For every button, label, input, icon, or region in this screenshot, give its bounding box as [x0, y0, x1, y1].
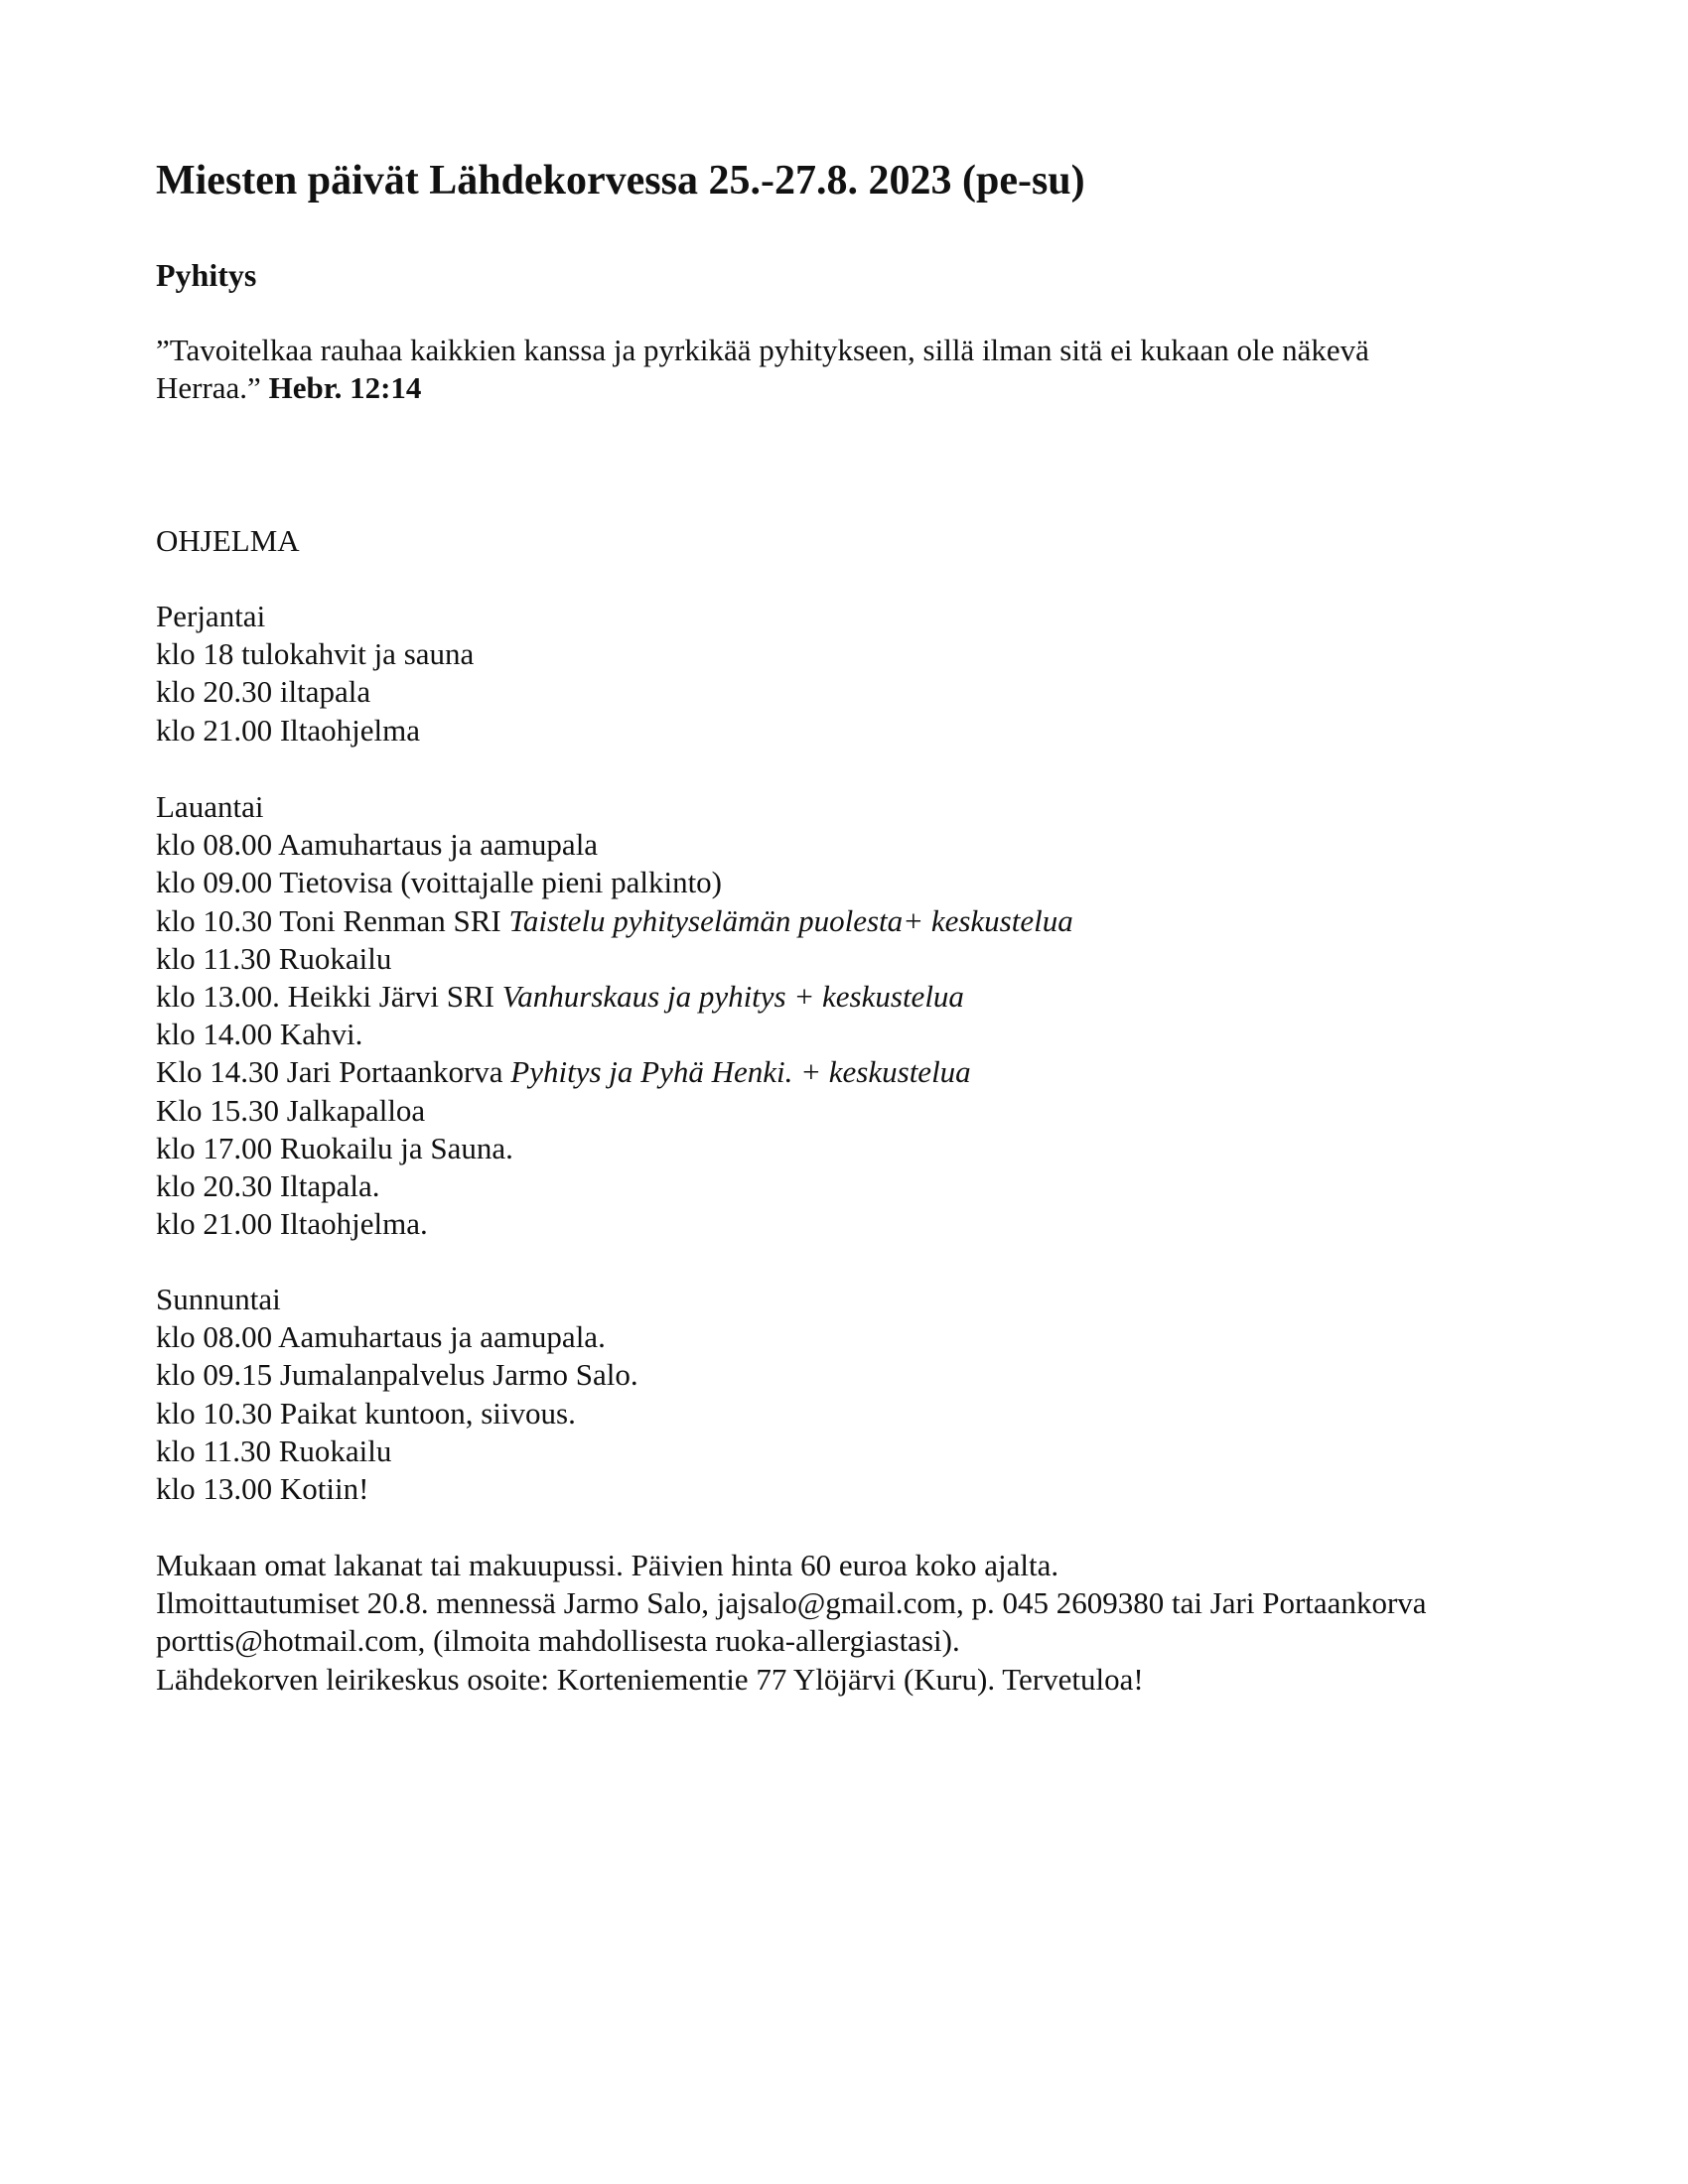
day-heading-sunday: Sunnuntai [156, 1282, 281, 1316]
schedule-item-text: klo 14.00 Kahvi. [156, 1017, 363, 1052]
schedule-item [156, 1053, 1073, 1091]
schedule-item: klo 10.30 Paikat kuntoon, siivous. [156, 1395, 576, 1431]
friday-schedule [156, 598, 474, 750]
info-line: Lähdekorven leirikeskus osoite: Korteniementie 77 Ylöjärvi (Kuru). Tervetuloa! [156, 1661, 1144, 1697]
schedule-item [156, 864, 1073, 901]
page-title: Miesten päivät Lähdekorvessa 25.-27.8. 2023 (pe-su) [156, 158, 1085, 204]
quote-line-2-text: Herraa.” [156, 370, 261, 405]
quote-line-2 [156, 369, 1546, 407]
saturday-schedule [156, 788, 1073, 1243]
schedule-item [156, 978, 1073, 1016]
schedule-item [156, 1205, 1073, 1243]
quote-line-1: ”Tavoitelkaa rauhaa kaikkien kanssa ja pyrkikää pyhitykseen, sillä ilman sitä ei kukaan ole näkevä [156, 333, 1369, 367]
schedule-item: klo 20.30 iltapala [156, 674, 371, 710]
schedule-item-text: klo 20.30 Iltapala. [156, 1167, 380, 1203]
schedule-item-text: klo 10.30 Toni Renman SRI [156, 902, 509, 938]
schedule-item [156, 1092, 1073, 1130]
schedule-item: klo 11.30 Ruokailu [156, 1433, 392, 1468]
schedule-item-text: klo 09.00 Tietovisa (voittajalle pieni palkinto) [156, 865, 723, 900]
practical-info [156, 1547, 1427, 1699]
sunday-schedule [156, 1281, 638, 1508]
schedule-item-text: klo 17.00 Ruokailu ja Sauna. [156, 1130, 513, 1165]
schedule-item-text: klo 21.00 Iltaohjelma. [156, 1206, 428, 1242]
schedule-item: klo 09.15 Jumalanpalvelus Jarmo Salo. [156, 1357, 638, 1393]
schedule-item-text: klo 11.30 Ruokailu [156, 940, 392, 976]
schedule-item [156, 826, 1073, 864]
schedule-item [156, 1016, 1073, 1053]
schedule-item: klo 18 tulokahvit ja sauna [156, 636, 475, 672]
schedule-item [156, 1130, 1073, 1167]
program-heading [156, 522, 300, 560]
schedule-item: klo 21.00 Iltaohjelma [156, 712, 421, 748]
schedule-item [156, 902, 1073, 940]
talk-title: Pyhitys ja Pyhä Henki. + keskustelua [510, 1054, 971, 1090]
bible-quote [156, 332, 1546, 407]
schedule-item-text: klo 08.00 Aamuhartaus ja aamupala [156, 827, 599, 863]
schedule-item-text: klo 13.00. Heikki Järvi SRI [156, 978, 502, 1014]
info-line: Mukaan omat lakanat tai makuupussi. Päivien hinta 60 euroa koko ajalta. [156, 1548, 1059, 1582]
schedule-item: klo 13.00 Kotiin! [156, 1470, 369, 1506]
day-heading-saturday: Lauantai [156, 789, 264, 824]
schedule-item [156, 1167, 1073, 1205]
talk-title: Vanhurskaus ja pyhitys + keskustelua [501, 978, 964, 1014]
info-line: Ilmoittautumiset 20.8. mennessä Jarmo Salo, jajsalo@gmail.com, p. 045 2609380 tai Jari Portaankorva [156, 1585, 1427, 1621]
schedule-item: klo 08.00 Aamuhartaus ja aamupala. [156, 1319, 606, 1355]
info-line: porttis@hotmail.com, (ilmoita mahdollisesta ruoka-allergiastasi). [156, 1623, 960, 1659]
talk-title: Taistelu pyhityselämän puolesta+ keskustelua [508, 902, 1073, 938]
program-label: OHJELMA [156, 523, 300, 558]
day-heading-friday: Perjantai [156, 599, 266, 633]
schedule-item [156, 940, 1073, 978]
schedule-item-text: Klo 14.30 Jari Portaankorva [156, 1054, 511, 1090]
quote-reference: Hebr. 12:14 [268, 370, 422, 405]
schedule-item-text: Klo 15.30 Jalkapalloa [156, 1092, 426, 1128]
section-heading-pyhitys: Pyhitys [156, 257, 257, 293]
